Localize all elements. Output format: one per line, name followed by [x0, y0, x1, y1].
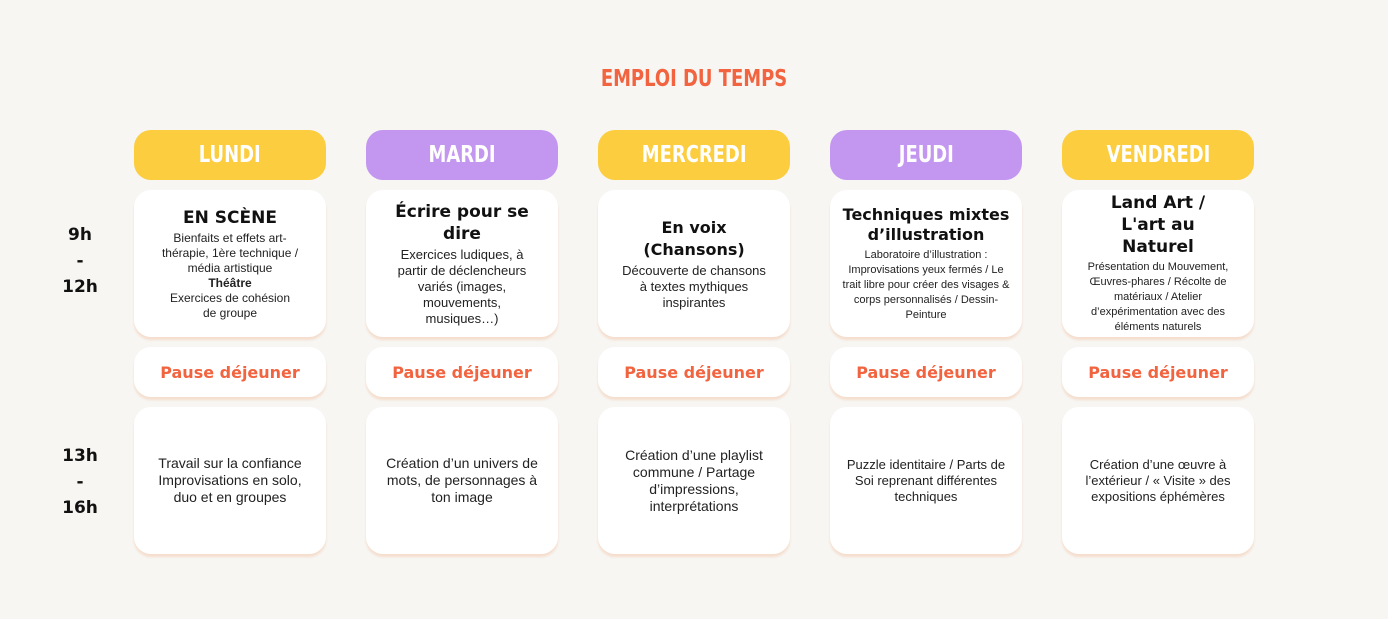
day-name: VENDREDI: [1106, 142, 1210, 168]
morning-end: 12h: [62, 277, 98, 297]
day-header-mardi: [366, 130, 558, 180]
day-name: LUNDI: [199, 142, 261, 168]
afternoon-card-lundi: [134, 407, 326, 554]
lunch-label: Pause déjeuner: [1088, 362, 1228, 382]
morning-desc: Présentation du Mouvement, Œuvres-phares / Récolte de matériaux / Atelier d’expérimentation avec des éléments naturels: [1087, 261, 1229, 333]
afternoon-card-mercredi: [598, 407, 790, 554]
morning-title: Écrire pour se dire: [395, 201, 529, 244]
day-header-vendredi: [1062, 130, 1254, 180]
day-name: MERCREDI: [641, 142, 747, 168]
afternoon-card-jeudi: [830, 407, 1022, 554]
afternoon-card-mardi: [366, 407, 558, 554]
morning-desc: [144, 231, 316, 321]
page-title: EMPLOI DU TEMPS: [600, 66, 788, 92]
morning-card-jeudi: [830, 190, 1022, 337]
lunch-card-jeudi: [830, 347, 1022, 397]
afternoon-desc: Travail sur la confiance Improvisations en solo, duo et en groupes: [158, 455, 302, 505]
afternoon-start: 13h: [62, 446, 98, 466]
day-header-lundi: [134, 130, 326, 180]
lunch-label: Pause déjeuner: [624, 362, 764, 382]
morning-desc-bold: Théâtre: [208, 275, 252, 290]
afternoon-time-label: [50, 443, 110, 521]
morning-card-mercredi: [598, 190, 790, 337]
afternoon-end: 16h: [62, 498, 98, 518]
lunch-card-mardi: [366, 347, 558, 397]
morning-desc-text: Bienfaits et effets art-thérapie, 1ère technique / média artistique: [161, 230, 299, 275]
lunch-card-lundi: [134, 347, 326, 397]
morning-title: En voix (Chansons): [643, 217, 745, 259]
lunch-label: Pause déjeuner: [856, 362, 996, 382]
lunch-card-vendredi: [1062, 347, 1254, 397]
afternoon-desc: Création d’un univers de mots, de personnages à ton image: [386, 455, 538, 505]
afternoon-card-vendredi: [1062, 407, 1254, 554]
day-name: MARDI: [428, 142, 496, 168]
afternoon-desc: Création d’une œuvre à l’extérieur / « Visite » des expositions éphémères: [1085, 456, 1231, 504]
morning-title: Land Art / L'art au Naturel: [1110, 193, 1206, 257]
morning-desc: Exercices ludiques, à partir de déclencheurs variés (images, mouvements, musiques…): [397, 246, 527, 326]
morning-card-vendredi: [1062, 190, 1254, 337]
morning-start: 9h: [68, 225, 92, 245]
morning-title: Techniques mixtes d’illustration: [842, 204, 1010, 244]
morning-card-mardi: [366, 190, 558, 337]
morning-desc: Laboratoire d’illustration : Improvisations yeux fermés / Le trait libre pour créer des visages & corps personnalisés / Dessin-Peinture: [842, 248, 1010, 321]
morning-desc-text-2: Exercices de cohésion de groupe: [169, 290, 291, 320]
afternoon-desc: Puzzle identitaire / Parts de Soi reprenant différentes techniques: [846, 456, 1006, 504]
afternoon-desc: Création d’une playlist commune / Partage d’impressions, interprétations: [625, 446, 763, 514]
day-header-mercredi: [598, 130, 790, 180]
morning-card-lundi: [134, 190, 326, 337]
lunch-card-mercredi: [598, 347, 790, 397]
morning-time-label: [50, 222, 110, 300]
afternoon-sep: -: [76, 472, 84, 492]
day-header-jeudi: [830, 130, 1022, 180]
morning-desc: Découverte de chansons à textes mythiques inspirantes: [622, 262, 766, 310]
lunch-label: Pause déjeuner: [392, 362, 532, 382]
morning-title: EN SCÈNE: [183, 207, 277, 228]
morning-sep: -: [76, 251, 84, 271]
lunch-label: Pause déjeuner: [160, 362, 300, 382]
day-name: JEUDI: [898, 142, 954, 168]
